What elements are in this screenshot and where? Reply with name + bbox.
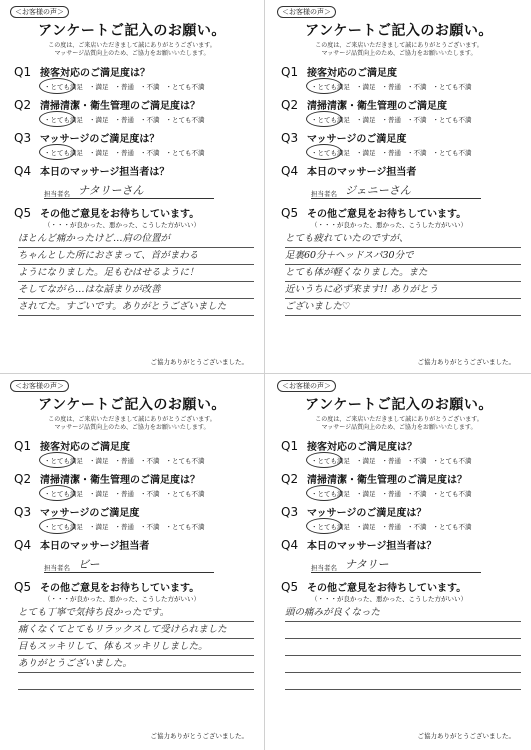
- option-very-unsatisfied[interactable]: ・とても不満: [432, 83, 472, 91]
- option-satisfied[interactable]: ・満足: [89, 149, 109, 157]
- option-unsatisfied[interactable]: ・不満: [140, 149, 160, 157]
- option-satisfied[interactable]: ・満足: [89, 116, 109, 124]
- option-satisfied[interactable]: ・満足: [356, 149, 376, 157]
- option-very-satisfied[interactable]: ・とても満足: [44, 457, 83, 465]
- option-satisfied[interactable]: ・満足: [89, 83, 109, 91]
- thanks-note: ご協力ありがとうございました。: [150, 732, 248, 740]
- option-normal[interactable]: ・普通: [381, 523, 401, 531]
- staff-name-field[interactable]: [311, 182, 481, 199]
- question-5: Q5 その他ご意見をお待ちしています。 （・・・が良かった、悪かった、こうした方がいい） ほとんど痛かったけど…肩の位置が ちゃんとした所におさまって、首がまわる ようになりました。足もむはせるように！ そしてながら…はな話まりが改善 されてた。すごいです。ありがとうございました: [14, 205, 250, 316]
- rating-options: [311, 522, 517, 531]
- option-normal[interactable]: ・普通: [114, 523, 134, 531]
- survey-title: アンケートご記入のお願い。: [305, 23, 493, 39]
- vertical-divider: [264, 0, 265, 750]
- option-satisfied[interactable]: ・満足: [356, 490, 376, 498]
- option-unsatisfied[interactable]: ・不満: [140, 523, 160, 531]
- option-normal[interactable]: ・普通: [381, 457, 401, 465]
- comment-line: とても疲れていたのですが、: [285, 231, 521, 248]
- customer-voice-banner: ＜お客様の声＞: [277, 6, 336, 18]
- option-satisfied[interactable]: ・満足: [356, 523, 376, 531]
- question-1: Q1 接客対応のご満足度 ・とても満足 ・満足 ・普通 ・不満 ・とても不満: [14, 438, 250, 465]
- option-normal[interactable]: ・普通: [381, 490, 401, 498]
- rating-options: [311, 115, 517, 124]
- option-normal[interactable]: ・普通: [114, 83, 134, 91]
- option-unsatisfied[interactable]: ・不満: [407, 83, 427, 91]
- option-very-unsatisfied[interactable]: ・とても不満: [432, 490, 472, 498]
- question-2: Q2 清掃清潔・衛生管理のご満足度は？ ・とても満足 ・満足 ・普通 ・不満 ・とても不満: [281, 471, 517, 498]
- survey-title: アンケートご記入のお願い。: [305, 397, 493, 413]
- comment-line: 痛くなくてとてもリラックスして受けられました: [18, 622, 254, 639]
- option-normal[interactable]: ・普通: [381, 149, 401, 157]
- comment-line: 足裏60分＋ヘッドスパ30分で: [285, 248, 521, 265]
- comment-line: とても体が軽くなりました。また: [285, 265, 521, 282]
- horizontal-divider: [0, 373, 531, 374]
- survey-intro: この度は、ご来店いただきまして誠にありがとうございます。 マッサージ品質向上のため、ご協力をお願いいたします。: [315, 416, 483, 431]
- option-very-unsatisfied[interactable]: ・とても不満: [432, 457, 472, 465]
- comment-line: そしてながら…はな話まりが改善: [18, 282, 254, 299]
- rating-options: [311, 456, 517, 465]
- comment-line: 近いうちに必ず来ます!! ありがとう: [285, 282, 521, 299]
- comment-line: ございました♡: [285, 299, 521, 316]
- option-very-unsatisfied[interactable]: ・とても不満: [432, 523, 472, 531]
- comment-line: 頭の痛みが良くなった: [285, 605, 521, 622]
- q5-hint: （・・・が良かった、悪かった、こうした方がいい）: [44, 221, 200, 229]
- thanks-note: ご協力ありがとうございました。: [150, 358, 248, 366]
- comment-line: [285, 622, 521, 639]
- comment-line: ようになりました。足もむはせるように！: [18, 265, 254, 282]
- staff-name-handwritten: ビー: [78, 558, 100, 571]
- option-normal[interactable]: ・普通: [381, 116, 401, 124]
- option-very-satisfied[interactable]: ・とても満足: [44, 116, 83, 124]
- comment-line: されてた。すごいです。ありがとうございました: [18, 299, 254, 316]
- rating-options: [311, 148, 517, 157]
- option-very-unsatisfied[interactable]: ・とても不満: [165, 149, 205, 157]
- option-satisfied[interactable]: ・満足: [89, 490, 109, 498]
- comment-line: ほとんど痛かったけど…肩の位置が: [18, 231, 254, 248]
- comment-line: 目もスッキリして、体もスッキリしました。: [18, 639, 254, 656]
- rating-options: [44, 456, 250, 465]
- survey-sheet: [4, 4, 258, 370]
- option-normal[interactable]: ・普通: [114, 457, 134, 465]
- comment-area[interactable]: [285, 605, 521, 690]
- question-3: Q3 マッサージのご満足度は？ ・とても満足 ・満足 ・普通 ・不満 ・とても不満: [14, 130, 250, 157]
- option-very-unsatisfied[interactable]: ・とても不満: [432, 116, 472, 124]
- option-unsatisfied[interactable]: ・不満: [407, 490, 427, 498]
- staff-name-handwritten: ナタリーさん: [78, 184, 144, 197]
- rating-options: [44, 489, 250, 498]
- option-satisfied[interactable]: ・満足: [356, 457, 376, 465]
- staff-label: 担当者名: [311, 564, 337, 572]
- staff-name-field[interactable]: [44, 182, 214, 199]
- option-unsatisfied[interactable]: ・不満: [140, 116, 160, 124]
- survey-title: アンケートご記入のお願い。: [38, 397, 226, 413]
- option-unsatisfied[interactable]: ・不満: [140, 83, 160, 91]
- question-5: Q5 その他ご意見をお待ちしています。 （・・・が良かった、悪かった、こうした方がいい） とても疲れていたのですが、 足裏60分＋ヘッドスパ30分で とても体が軽くなりました。また 近いうちに必ず来ます!! ありがとう ございました♡: [281, 205, 517, 316]
- option-satisfied[interactable]: ・満足: [356, 116, 376, 124]
- option-unsatisfied[interactable]: ・不満: [407, 523, 427, 531]
- option-very-satisfied[interactable]: ・とても満足: [44, 523, 83, 531]
- option-unsatisfied[interactable]: ・不満: [407, 149, 427, 157]
- option-unsatisfied[interactable]: ・不満: [140, 457, 160, 465]
- comment-line: [285, 673, 521, 690]
- q5-hint: （・・・が良かった、悪かった、こうした方がいい）: [311, 221, 467, 229]
- question-3: Q3 マッサージのご満足度は？ ・とても満足 ・満足 ・普通 ・不満 ・とても不満: [281, 504, 517, 531]
- comment-area[interactable]: [18, 231, 254, 316]
- option-very-unsatisfied[interactable]: ・とても不満: [165, 116, 205, 124]
- staff-label: 担当者名: [44, 564, 70, 572]
- option-very-satisfied[interactable]: ・とても満足: [311, 149, 350, 157]
- thanks-note: ご協力ありがとうございました。: [417, 358, 515, 366]
- staff-name-field[interactable]: [44, 556, 214, 573]
- question-2: Q2 清掃清潔・衛生管理のご満足度は？ ・とても満足 ・満足 ・普通 ・不満 ・とても不満: [14, 471, 250, 498]
- option-normal[interactable]: ・普通: [114, 490, 134, 498]
- question-1: Q1 接客対応のご満足度は？ ・とても満足 ・満足 ・普通 ・不満 ・とても不満: [281, 438, 517, 465]
- comment-area[interactable]: [285, 231, 521, 316]
- rating-options: [311, 82, 517, 91]
- survey-title: アンケートご記入のお願い。: [38, 23, 226, 39]
- option-very-unsatisfied[interactable]: ・とても不満: [165, 490, 205, 498]
- comment-line: [18, 673, 254, 690]
- staff-name-handwritten: ナタリー: [345, 558, 389, 571]
- survey-intro: この度は、ご来店いただきまして誠にありがとうございます。 マッサージ品質向上のため、ご協力をお願いいたします。: [315, 42, 483, 57]
- option-very-unsatisfied[interactable]: ・とても不満: [432, 149, 472, 157]
- comment-line: [285, 639, 521, 656]
- option-unsatisfied[interactable]: ・不満: [140, 490, 160, 498]
- option-very-satisfied[interactable]: ・とても満足: [44, 490, 83, 498]
- customer-voice-banner: ＜お客様の声＞: [277, 380, 336, 392]
- option-very-satisfied[interactable]: ・とても満足: [311, 457, 350, 465]
- option-very-satisfied[interactable]: ・とても満足: [44, 149, 83, 157]
- question-4: Q4 本日のマッサージ担当者 担当者名 ビー: [14, 537, 250, 573]
- comment-line: とても丁寧で気持ち良かったです。: [18, 605, 254, 622]
- staff-label: 担当者名: [311, 190, 337, 198]
- rating-options: [44, 115, 250, 124]
- question-1: Q1 接客対応のご満足度 ・とても満足 ・満足 ・普通 ・不満 ・とても不満: [281, 64, 517, 91]
- option-very-satisfied[interactable]: ・とても満足: [311, 83, 350, 91]
- option-normal[interactable]: ・普通: [114, 149, 134, 157]
- option-normal[interactable]: ・普通: [381, 83, 401, 91]
- option-very-satisfied[interactable]: ・とても満足: [44, 83, 83, 91]
- thanks-note: ご協力ありがとうございました。: [417, 732, 515, 740]
- question-5: Q5 その他ご意見をお待ちしています。 （・・・が良かった、悪かった、こうした方がいい） とても丁寧で気持ち良かったです。 痛くなくてとてもリラックスして受けられました 目もスッキリして、体もスッキリしました。 ありがとうございました。: [14, 579, 250, 690]
- question-1: Q1 接客対応のご満足度は？ ・とても満足 ・満足 ・普通 ・不満 ・とても不満: [14, 64, 250, 91]
- question-3: Q3 マッサージのご満足度 ・とても満足 ・満足 ・普通 ・不満 ・とても不満: [14, 504, 250, 531]
- comment-line: [285, 656, 521, 673]
- option-very-unsatisfied[interactable]: ・とても不満: [165, 83, 205, 91]
- option-unsatisfied[interactable]: ・不満: [407, 116, 427, 124]
- staff-name-handwritten: ジェニーさん: [345, 184, 411, 197]
- rating-options: [44, 148, 250, 157]
- question-5: Q5 その他ご意見をお待ちしています。 （・・・が良かった、悪かった、こうした方がいい） 頭の痛みが良くなった: [281, 579, 517, 690]
- question-4: Q4 本日のマッサージ担当者は？ 担当者名 ナタリー: [281, 537, 517, 573]
- survey-intro: この度は、ご来店いただきまして誠にありがとうございます。 マッサージ品質向上のため、ご協力をお願いいたします。: [48, 416, 216, 431]
- option-very-unsatisfied[interactable]: ・とても不満: [165, 457, 205, 465]
- survey-sheet: [271, 378, 525, 744]
- survey-sheet: [4, 378, 258, 744]
- option-satisfied[interactable]: ・満足: [89, 523, 109, 531]
- question-4: Q4 本日のマッサージ担当者は？ 担当者名 ナタリーさん: [14, 163, 250, 199]
- option-unsatisfied[interactable]: ・不満: [407, 457, 427, 465]
- comment-area[interactable]: [18, 605, 254, 690]
- option-very-satisfied[interactable]: ・とても満足: [311, 523, 350, 531]
- option-normal[interactable]: ・普通: [114, 116, 134, 124]
- option-very-satisfied[interactable]: ・とても満足: [311, 116, 350, 124]
- question-3: Q3 マッサージのご満足度 ・とても満足 ・満足 ・普通 ・不満 ・とても不満: [281, 130, 517, 157]
- option-satisfied[interactable]: ・満足: [89, 457, 109, 465]
- q5-hint: （・・・が良かった、悪かった、こうした方がいい）: [44, 595, 200, 603]
- question-2: Q2 清掃清潔・衛生管理のご満足度は？ ・とても満足 ・満足 ・普通 ・不満 ・とても不満: [14, 97, 250, 124]
- comment-line: ありがとうございました。: [18, 656, 254, 673]
- comment-line: ちゃんとした所におさまって、首がまわる: [18, 248, 254, 265]
- survey-intro: この度は、ご来店いただきまして誠にありがとうございます。 マッサージ品質向上のため、ご協力をお願いいたします。: [48, 42, 216, 57]
- staff-name-field[interactable]: [311, 556, 481, 573]
- option-satisfied[interactable]: ・満足: [356, 83, 376, 91]
- question-2: Q2 清掃清潔・衛生管理のご満足度 ・とても満足 ・満足 ・普通 ・不満 ・とても不満: [281, 97, 517, 124]
- staff-label: 担当者名: [44, 190, 70, 198]
- q5-hint: （・・・が良かった、悪かった、こうした方がいい）: [311, 595, 467, 603]
- customer-voice-banner: ＜お客様の声＞: [10, 380, 69, 392]
- question-4: Q4 本日のマッサージ担当者 担当者名 ジェニーさん: [281, 163, 517, 199]
- option-very-unsatisfied[interactable]: ・とても不満: [165, 523, 205, 531]
- rating-options: [44, 82, 250, 91]
- customer-voice-banner: ＜お客様の声＞: [10, 6, 69, 18]
- survey-sheet: [271, 4, 525, 370]
- option-very-satisfied[interactable]: ・とても満足: [311, 490, 350, 498]
- rating-options: [44, 522, 250, 531]
- rating-options: [311, 489, 517, 498]
